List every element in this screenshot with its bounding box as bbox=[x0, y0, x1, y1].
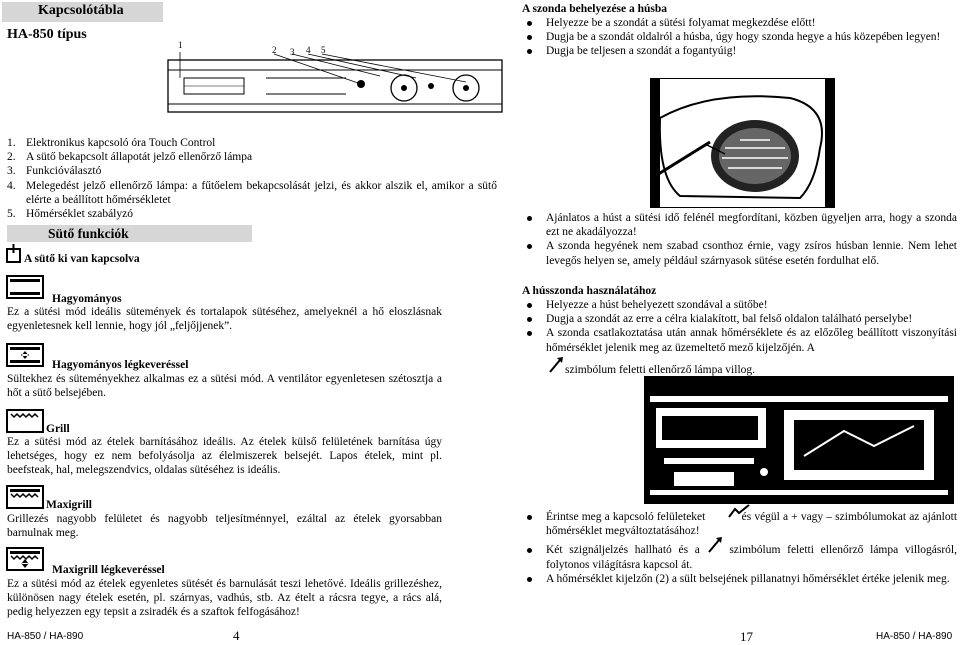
panel-label-1: 1 bbox=[178, 40, 183, 50]
function-text-conventional-fan: Sültekhez és süteményekhez alkalmas ez a sütési mód. A ventilátor egyenletesen szétosztja a hőt a sütő belsejében. bbox=[7, 373, 442, 400]
list-item: Dugja a szondát az erre a célra kialakított, bal felső oldalon található perselybe! bbox=[522, 312, 957, 326]
panel-label-2: 2 bbox=[272, 45, 277, 55]
function-title-off: A sütő ki van kapcsolva bbox=[24, 253, 140, 265]
function-title-maxigrill-fan: Maxigrill légkeveréssel bbox=[52, 564, 165, 576]
list-item: 1. Elektronikus kapcsoló óra Touch Control bbox=[7, 137, 216, 149]
list-item: A hőmérséklet kijelzőn (2) a sült belsejének pillanatnyi hőmérséklet értéke jelenik meg. bbox=[522, 572, 957, 586]
tips-list bbox=[522, 211, 957, 268]
list-item: Dugja be a szondát oldalról a húsba, úgy hogy szonda hegye a hús közepében legyen! bbox=[522, 30, 957, 44]
section-title: Sütő funkciók bbox=[48, 226, 129, 241]
probe-arrow-icon-2 bbox=[707, 536, 723, 554]
control-legend-list bbox=[7, 136, 497, 221]
maxigrill-fan-icon bbox=[6, 547, 44, 571]
function-title-maxigrill: Maxigrill bbox=[46, 499, 92, 511]
list-item: Két szignáljelzés hallható és a szimbólum feletti ellenőrző lámpa villogásról, folytonos világításra kapcsol át. bbox=[522, 543, 957, 571]
list-item: Ajánlatos a húst a sütési idő felénél megfordítani, közben ügyeljen arra, hogy a szonda ezt ne akadályozza! bbox=[522, 211, 957, 239]
function-title-conventional-fan: Hagyományos légkeveréssel bbox=[52, 359, 189, 371]
usage-steps-list bbox=[522, 298, 957, 355]
usage-title: A hússzonda használatához bbox=[522, 285, 657, 297]
function-text-grill: Ez a sütési mód az ételek barnításához ideális. Az ételek külső felületének barnítása úgy lehetséges, hogy ez nem befolyásolja az élelmiszerek belsejét. Lapos ételek, mint pl. beefsteak, hal, melegszendvics, oldalas sütéséhez is ideális. bbox=[7, 436, 442, 477]
list-item: Helyezze a húst behelyezett szondával a sütőbe! bbox=[522, 298, 957, 312]
conventional-fan-icon bbox=[6, 343, 44, 367]
grill-icon bbox=[6, 409, 44, 433]
list-item: Érintse meg a kapcsoló felületeket és végül a + vagy – szimbólumokat az ajánlott hőmérséklet megváltoztatásához! bbox=[522, 510, 957, 538]
panel-label-5: 5 bbox=[321, 45, 326, 55]
list-item: 2. A sütő bekapcsolt állapotát jelző ellenőrző lámpa bbox=[7, 151, 253, 164]
list-item: A szonda hegyének nem szabad csonthoz érnie, vagy zsíros húsban lennie. Nem lehet levegős helyen se, amely például szárnyasok sütése esetén fordulhat elő. bbox=[522, 239, 957, 267]
function-title-conventional: Hagyományos bbox=[52, 293, 122, 305]
touch-field-icon bbox=[727, 503, 751, 519]
conventional-heat-icon bbox=[6, 275, 44, 299]
control-display-image bbox=[644, 376, 954, 504]
control-panel-diagram bbox=[166, 42, 506, 132]
page-title: Kapcsolótábla bbox=[38, 3, 124, 18]
list-item: 3. Funkcióválasztó bbox=[7, 165, 102, 178]
panel-label-4: 4 bbox=[306, 45, 311, 55]
list-item: 4. Melegedést jelző ellenőrző lámpa: a fűtőelem bekapcsolását jelzi, és akkor alszik el, amikor a sütő elérte a beállított hőmérsékletet bbox=[7, 179, 497, 206]
probe-arrow-icon bbox=[548, 356, 564, 374]
page-number-left: 4 bbox=[233, 628, 240, 643]
section-header-box bbox=[7, 225, 252, 242]
function-text-conventional: Ez a sütési mód ideális sütemények és tortalapok sütéséhez, amelyeknél a hő eloszlásnak egyenletesnek kell lennie, hogy jól „feljőjjenek”. bbox=[7, 306, 442, 333]
list-item: Helyezze be a szondát a sütési folyamat megkezdése előtt! bbox=[522, 16, 957, 30]
list-item: 5. Hőmérséklet szabályzó bbox=[7, 208, 133, 221]
footer-model-left: HA-850 / HA-890 bbox=[7, 631, 84, 642]
probe-in-meat-image bbox=[650, 78, 835, 208]
page-number-right: 17 bbox=[740, 629, 753, 644]
bottom-steps-list bbox=[522, 510, 957, 586]
function-text-maxigrill-fan: Ez a sütési mód az ételek egyenletes sütését és barnulását teszi lehetővé. Ideális grillezéshez, különösen nagy ételek esetén, pl. szárnyas, vadhús, stb. Az ételt a rácsra tegye, a rács alá, pedig helyezzen egy tepsit a zsiradék és a szaftok felfogásához! bbox=[7, 578, 442, 619]
function-title-grill: Grill bbox=[46, 423, 70, 435]
model-title: HA-850 típus bbox=[7, 27, 87, 42]
oven-off-icon bbox=[6, 244, 21, 263]
list-item: Dugja be teljesen a szondát a fogantyúig! bbox=[522, 44, 957, 58]
panel-label-3: 3 bbox=[290, 47, 295, 57]
footer-model-right: HA-850 / HA-890 bbox=[876, 631, 953, 642]
probe-steps-list bbox=[522, 16, 957, 59]
list-item: A szonda csatlakoztatása után annak hőmérséklete és az előzőleg beállított viszonyítási hőmérséklet jelenik meg az üzemeltető mező kijelzőjén. A bbox=[522, 326, 957, 354]
maxigrill-icon bbox=[6, 485, 44, 509]
usage-step-continuation: szimbólum feletti ellenőrző lámpa villog. bbox=[565, 364, 756, 376]
probe-title: A szonda behelyezése a húsba bbox=[522, 3, 668, 15]
function-text-maxigrill: Grillezés nagyobb felületet és nagyobb teljesítménnyel, ezáltal az ételek gyorsabban barnulnak meg. bbox=[7, 513, 442, 540]
